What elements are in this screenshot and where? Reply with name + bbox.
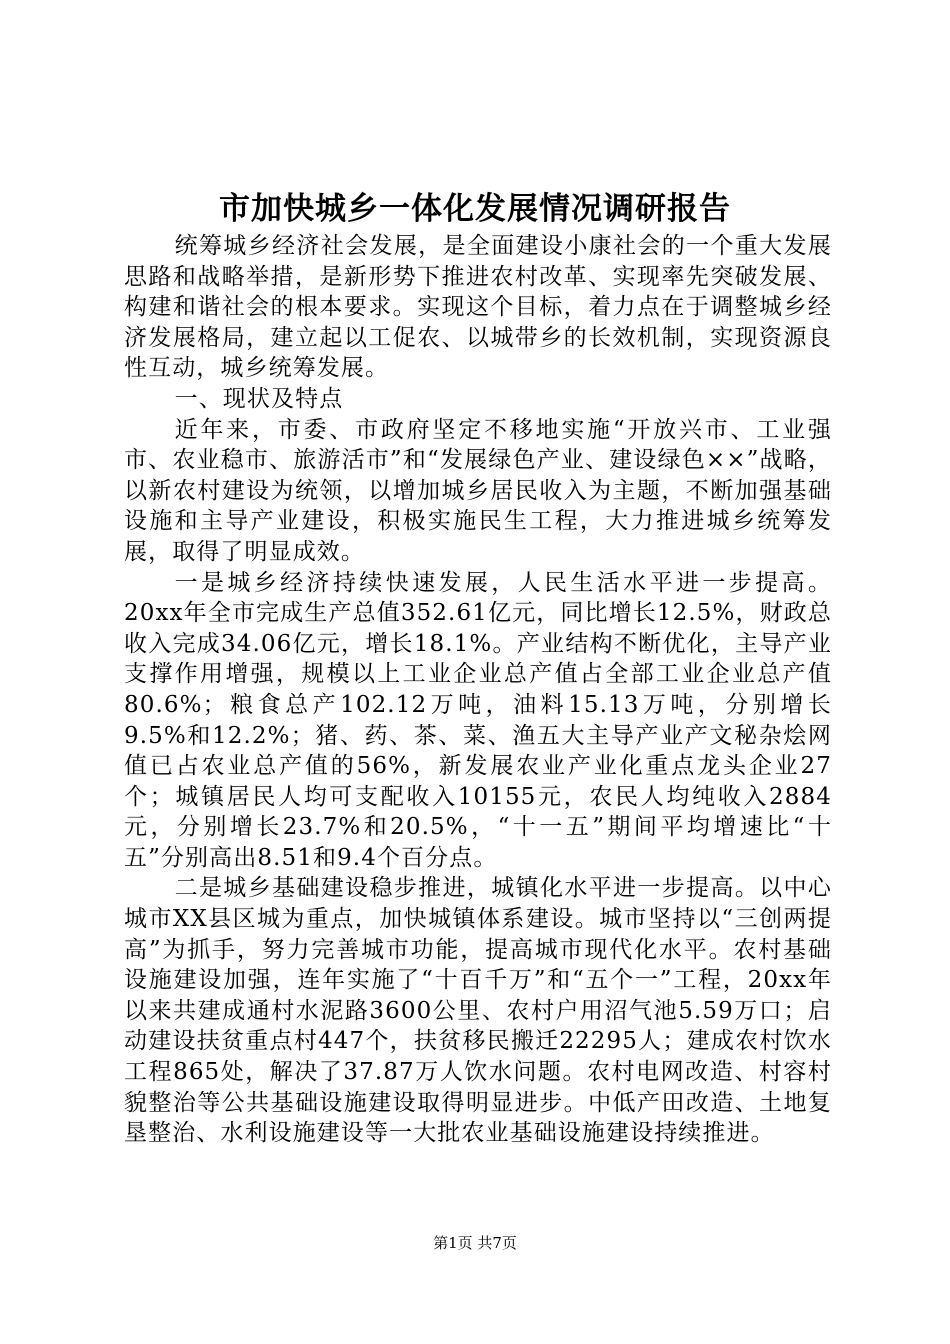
paragraph-economy: 一是城乡经济持续快速发展，人民生活水平进一步提高。20xx年全市完成生产总值352.61亿元，同比增长12.5%，财政总收入完成34.06亿元，增长18.1%。产业结构不断优化，主导产业支撑作用增强，规模以上工业企业总产值占全部工业企业总产值80.6%；粮食总产102.12万吨，油料15.13万吨，分别增长9.5%和12.2%；猪、药、茶、菜、渔五大主导产业产文秘杂烩网值已占农业总产值的56%，新发展农业产业化重点龙头企业27个；城镇居民人均可支配收入10155元，农民人均纯收入2884元，分别增长23.7%和20.5%，“十一五”期间平均增速比“十五”分别高出8.51和9.4个百分点。 [124,569,832,871]
paragraph-intro: 统筹城乡经济社会发展，是全面建设小康社会的一个重大发展思路和战略举措，是新形势下推进农村改革、实现率先突破发展、构建和谐社会的根本要求。实现这个目标，着力点在于调整城乡经济发展格局，建立起以工促农、以城带乡的长效机制，实现资源良性互动，城乡统筹发展。 [124,233,832,382]
paragraph-overview: 近年来，市委、市政府坚定不移地实施“开放兴市、工业强市、农业稳市、旅游活市”和“发展绿色产业、建设绿色××”战略，以新农村建设为统领，以增加城乡居民收入为主题，不断加强基础设施和主导产业建设，积极实施民生工程，大力推进城乡统筹发展，取得了明显成效。 [124,416,832,565]
page-footer: 第1页 共7页 [433,1234,517,1252]
paragraph-infrastructure: 二是城乡基础建设稳步推进，城镇化水平进一步提高。以中心城市XX县区城为重点，加快城镇体系建设。城市坚持以“三创两提高”为抓手，努力完善城市功能，提高城市现代化水平。农村基础设施建设加强，连年实施了“十百千万”和“五个一”工程，20xx年以来共建成通村水泥路3600公里、农村户用沼气池5.59万口；启动建设扶贫重点村447个，扶贫移民搬迁22295人；建成农村饮水工程865处，解决了37.87万人饮水问题。农村电网改造、村容村貌整治等公共基础设施建设取得明显进步。中低产田改造、土地复垦整治、水利设施建设等一大批农业基础设施建设持续推进。 [124,875,832,1147]
section-heading: 一、现状及特点 [174,385,344,412]
document-body [124,231,832,1149]
document-title: 市加快城乡一体化发展情况调研报告 [219,191,731,227]
